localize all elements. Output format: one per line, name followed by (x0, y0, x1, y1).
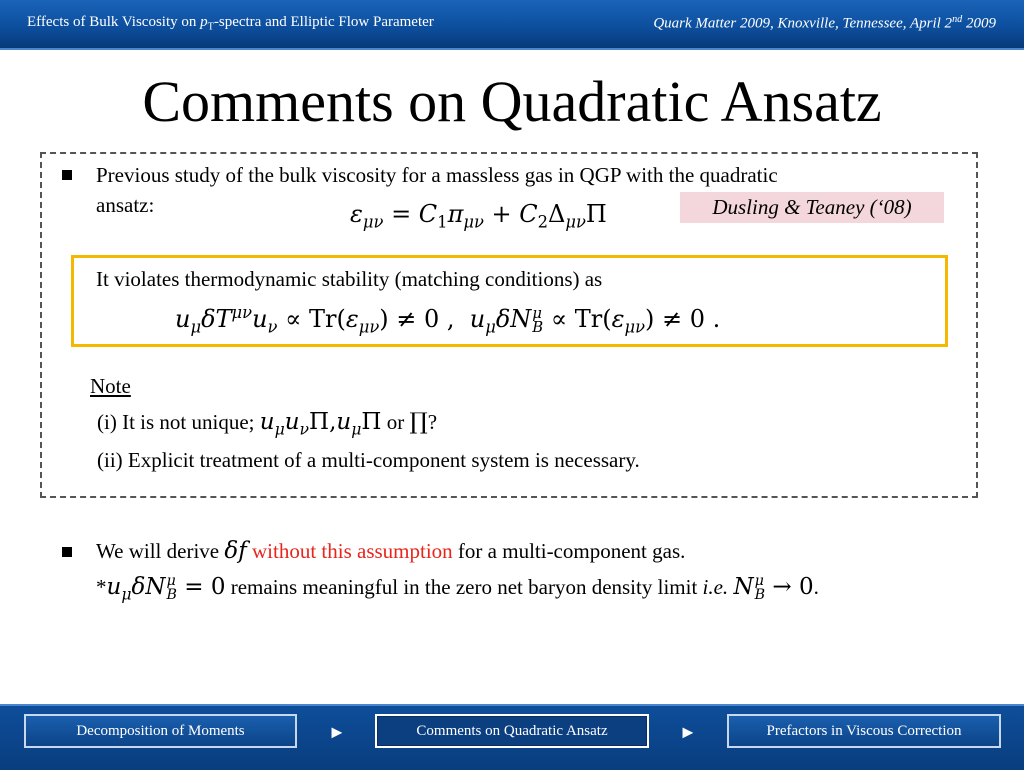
citation-badge: Dusling & Teaney (‘08) (680, 192, 944, 223)
matching-condition-equation: $u_\mu\delta T^{\mu\nu}u_\nu \propto Tr(\varepsilon_{\mu\nu}) \ne 0$ , $u_\mu\delta N$ μ B ∝ $Tr(\varepsilon_{\mu\nu}) \ne 0$ . (175, 303, 721, 337)
bullet-square-icon (62, 170, 72, 180)
baryon-density-line: $*u_\mu\delta N$ μ B = 0 remains meaningful in the zero net baryon density limit i.e. N μ B → 0. (96, 572, 819, 604)
note-label: Note (90, 374, 131, 398)
bullet1-line1: Previous study of the bulk viscosity for a massless gas in QGP with the quadratic (96, 163, 778, 187)
nav-current-button[interactable]: Comments on Quadratic Ansatz (375, 714, 649, 748)
bullet2-line: We will derive δf without this assumption for a multi-component gas. (96, 538, 686, 564)
slide-title: Comments on Quadratic Ansatz (142, 69, 882, 134)
nav-arrow-icon: ► (679, 722, 697, 742)
conference-info: Quark Matter 2009, Knoxville, Tennessee, April 2nd 2009 (653, 14, 996, 32)
bullet-square-icon (62, 547, 72, 557)
header-bar (0, 0, 1024, 50)
bullet1-line2: ansatz: (96, 193, 155, 217)
nav-prev-button[interactable]: Decomposition of Moments (24, 714, 297, 748)
note-ii: (ii) Explicit treatment of a multi-component system is necessary. (97, 448, 640, 472)
highlighted-phrase: without this assumption (251, 539, 453, 563)
note-i: (i) It is not unique; $u_\mu u_\nu\Pi,u_\mu\Pi$ or ∏? (97, 409, 438, 439)
quadratic-ansatz-equation: $\varepsilon_{\mu\nu} = C_1\pi_{\mu\nu} + C_2\Delta_{\mu\nu}\Pi$ (350, 200, 607, 232)
presentation-title: Effects of Bulk Viscosity on $p_T$-spectra and Elliptic Flow Parameter (27, 14, 434, 33)
nav-next-button[interactable]: Prefactors in Viscous Correction (727, 714, 1001, 748)
nav-arrow-icon: ► (328, 722, 346, 742)
violation-text: It violates thermodynamic stability (matching conditions) as (96, 267, 603, 291)
